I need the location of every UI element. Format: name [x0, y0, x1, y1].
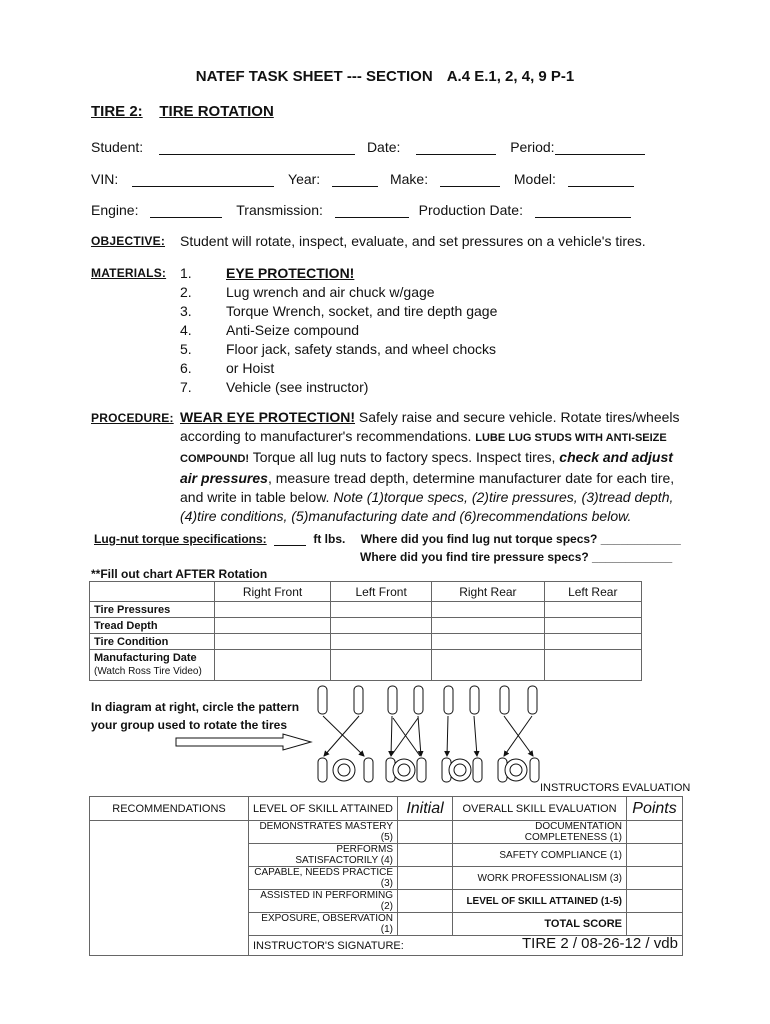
make-field[interactable]	[440, 172, 500, 187]
skill-level-item: EXPOSURE, OBSERVATION (1)	[249, 913, 398, 936]
points-cell[interactable]	[627, 890, 683, 913]
make-label: Make:	[389, 171, 429, 187]
table-cell[interactable]	[215, 618, 331, 634]
table-cell[interactable]	[215, 650, 331, 681]
row-label: Tire Condition	[90, 634, 215, 650]
diagram-instructions	[91, 698, 299, 734]
date-field[interactable]	[416, 140, 496, 155]
table-cell[interactable]	[432, 602, 544, 618]
pressure-question: Where did you find tire pressure specs? ____________	[360, 550, 673, 564]
table-cell[interactable]	[432, 650, 544, 681]
period-field[interactable]	[555, 140, 645, 155]
evaluation-table	[89, 796, 683, 956]
table-cell[interactable]	[544, 602, 641, 618]
points-cell[interactable]	[627, 821, 683, 844]
student-field[interactable]	[159, 140, 355, 155]
materials-list	[180, 264, 497, 397]
year-field[interactable]	[332, 172, 378, 187]
procedure-text: WEAR EYE PROTECTION! Safely raise and secure vehicle. Rotate tires/wheels according to manufacturer's recommendations. LUBE LUG STUDS WITH ANTI-SEIZE COMPOUND! Torque all lug nuts to factory specs. Inspect tires, check and adjust air pressures, measure tread depth, determine manufacturer date for each tire, and write in table below. Note (1)torque specs, (2)tire pressures, (3)tread depth, (4)tire conditions, (5)manufacturing date and (6)recommendations below.	[180, 409, 680, 524]
lug-unit: ft lbs.	[313, 532, 346, 546]
title-codes: A.4 E.1, 2, 4, 9 P-1	[446, 68, 575, 85]
table-row	[90, 602, 642, 618]
lug-torque-row	[94, 532, 681, 546]
lug-spec-label: Lug-nut torque specifications:	[94, 532, 267, 546]
initial-cell[interactable]	[398, 913, 453, 936]
points-cell[interactable]	[627, 867, 683, 890]
recommendations-field[interactable]	[90, 821, 249, 956]
instructor-evaluation-heading: INSTRUCTORS EVALUATION	[540, 782, 691, 794]
engine-label: Engine:	[91, 202, 139, 218]
diagram-line-2: your group used to rotate the tires	[91, 718, 288, 732]
skill-level-header: LEVEL OF SKILL ATTAINED	[249, 797, 398, 821]
rotation-pattern-front-to-rear[interactable]	[498, 686, 539, 782]
model-label: Model:	[513, 171, 556, 187]
footer-code: TIRE 2 / 08-26-12 / vdb	[522, 935, 678, 952]
points-cell[interactable]	[627, 844, 683, 867]
objective-text: Student will rotate, inspect, evaluate, and set pressures on a vehicle's tires.	[180, 233, 646, 249]
task-subtitle	[91, 103, 274, 120]
evaluation-header-row	[90, 797, 683, 821]
skill-level-item: CAPABLE, NEEDS PRACTICE (3)	[249, 867, 398, 890]
row-label: Manufacturing Date	[94, 652, 197, 664]
criteria-item: WORK PROFESSIONALISM (3)	[453, 867, 627, 890]
title-section: NATEF TASK SHEET --- SECTION	[195, 68, 433, 85]
row-label: Tread Depth	[90, 618, 215, 634]
table-cell[interactable]	[331, 650, 432, 681]
row-note: (Watch Ross Tire Video)	[94, 666, 202, 677]
procedure-label: PROCEDURE:	[91, 411, 174, 425]
model-field[interactable]	[568, 172, 634, 187]
skill-level-item: DEMONSTRATES MASTERY (5)	[249, 821, 398, 844]
vin-field[interactable]	[132, 172, 274, 187]
tire-table	[89, 581, 642, 681]
production-date-label: Production Date:	[418, 202, 523, 218]
signature-label: INSTRUCTOR'S SIGNATURE:	[253, 939, 404, 952]
list-item: 7. Vehicle (see instructor)	[180, 379, 369, 395]
table-cell[interactable]	[432, 618, 544, 634]
list-item: 4. Anti-Seize compound	[180, 322, 360, 338]
column-header: Right Rear	[432, 582, 544, 602]
transmission-field[interactable]	[335, 203, 409, 218]
production-date-field[interactable]	[535, 203, 631, 218]
task-name: TIRE ROTATION	[159, 103, 274, 120]
transmission-label: Transmission:	[236, 202, 323, 218]
diagram-line-1: In diagram at right, circle the pattern	[91, 700, 300, 714]
skill-level-item: PERFORMS SATISFACTORILY (4)	[249, 844, 398, 867]
skill-level-item: ASSISTED IN PERFORMING (2)	[249, 890, 398, 913]
column-header: Left Rear	[544, 582, 641, 602]
table-cell[interactable]	[331, 618, 432, 634]
student-label: Student:	[91, 139, 144, 155]
criteria-item: SAFETY COMPLIANCE (1)	[453, 844, 627, 867]
lug-question: Where did you find lug nut torque specs? ____________	[360, 532, 681, 546]
rotation-patterns-diagram[interactable]	[314, 684, 550, 786]
initial-cell[interactable]	[398, 890, 453, 913]
table-row	[90, 650, 642, 681]
rotation-pattern-forward-cross[interactable]	[386, 686, 426, 782]
materials-label: MATERIALS:	[91, 266, 167, 280]
total-score-cell[interactable]	[627, 913, 683, 936]
rotation-pattern-x[interactable]	[318, 686, 373, 782]
table-row	[90, 618, 642, 634]
vin-label: VIN:	[91, 171, 119, 187]
table-header-row	[90, 582, 642, 602]
column-header: Left Front	[331, 582, 432, 602]
vehicle-row	[91, 171, 634, 187]
table-cell[interactable]	[544, 650, 641, 681]
right-arrow-icon	[175, 733, 315, 751]
chart-note: **Fill out chart AFTER Rotation	[91, 567, 268, 581]
list-item: 6. or Hoist	[180, 360, 275, 376]
initial-cell[interactable]	[398, 821, 453, 844]
list-item: 3. Torque Wrench, socket, and tire depth gage	[180, 303, 498, 319]
overall-header: OVERALL SKILL EVALUATION	[453, 797, 627, 821]
table-cell[interactable]	[215, 634, 331, 650]
year-label: Year:	[288, 171, 321, 187]
initial-cell[interactable]	[398, 867, 453, 890]
rotation-pattern-rearward-cross[interactable]	[442, 686, 482, 782]
table-row	[90, 821, 683, 844]
table-cell[interactable]	[331, 634, 432, 650]
column-header: Right Front	[215, 582, 331, 602]
list-item: 5. Floor jack, safety stands, and wheel chocks	[180, 341, 497, 357]
engine-field[interactable]	[150, 203, 222, 218]
task-id: TIRE 2:	[91, 103, 143, 120]
criteria-item: DOCUMENTATION COMPLETENESS (1)	[453, 821, 627, 844]
list-item: 2. Lug wrench and air chuck w/gage	[180, 284, 435, 300]
table-cell[interactable]	[331, 602, 432, 618]
table-cell[interactable]	[544, 634, 641, 650]
table-cell[interactable]	[432, 634, 544, 650]
table-cell[interactable]	[215, 602, 331, 618]
list-item: 1. EYE PROTECTION!	[180, 265, 355, 281]
initial-header: Initial	[398, 797, 453, 821]
engine-row	[91, 202, 631, 218]
objective-label: OBJECTIVE:	[91, 234, 166, 248]
page-title	[0, 68, 770, 85]
table-cell[interactable]	[544, 618, 641, 634]
lug-spec-field[interactable]	[274, 534, 306, 546]
row-label: Tire Pressures	[90, 602, 215, 618]
points-header: Points	[627, 797, 683, 821]
period-label: Period:	[510, 139, 555, 155]
total-score-label: TOTAL SCORE	[453, 913, 627, 936]
initial-cell[interactable]	[398, 844, 453, 867]
recommendations-header: RECOMMENDATIONS	[90, 797, 249, 821]
date-label: Date:	[366, 139, 401, 155]
table-row	[90, 634, 642, 650]
student-row	[91, 139, 645, 155]
criteria-item: LEVEL OF SKILL ATTAINED (1-5)	[453, 890, 627, 913]
